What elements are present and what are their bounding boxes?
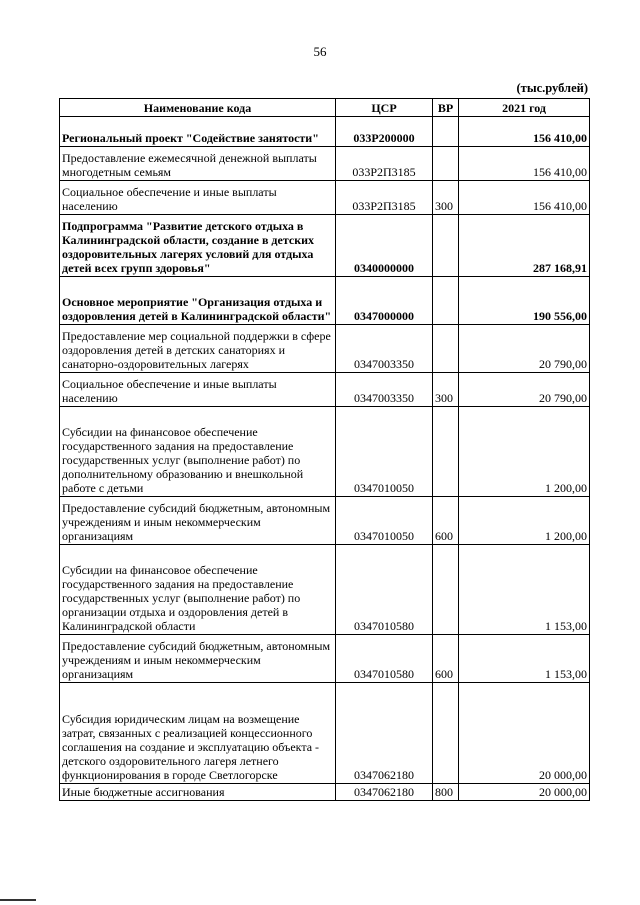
footer-mark (0, 899, 36, 904)
row-vr-cell (433, 545, 459, 635)
header-name: Наименование кода (60, 99, 336, 117)
table-row (60, 147, 590, 181)
row-name-cell: Предоставление субсидий бюджетным, автономным учреждениям и иным некоммерческим организациям (60, 635, 336, 683)
row-amount-cell: 1 200,00 (459, 407, 590, 497)
row-vr-cell (433, 117, 459, 147)
row-csr-cell: 0347000000 (336, 277, 433, 325)
row-csr-cell: 0347010050 (336, 407, 433, 497)
row-name-cell: Иные бюджетные ассигнования (60, 784, 336, 801)
row-name-cell: Основное мероприятие "Организация отдыха и оздоровления детей в Калининградской области" (60, 277, 336, 325)
row-amount-cell: 190 556,00 (459, 277, 590, 325)
row-amount-cell: 156 410,00 (459, 147, 590, 181)
row-amount-cell: 1 153,00 (459, 635, 590, 683)
row-vr-cell (433, 147, 459, 181)
row-amount-cell: 20 000,00 (459, 683, 590, 784)
table-row (60, 325, 590, 373)
row-vr-cell (433, 407, 459, 497)
row-csr-cell: 0347003350 (336, 373, 433, 407)
row-name-cell: Предоставление ежемесячной денежной выплаты многодетным семьям (60, 147, 336, 181)
table-row (60, 784, 590, 801)
row-csr-cell: 0347010050 (336, 497, 433, 545)
row-amount-cell: 20 790,00 (459, 373, 590, 407)
row-name-cell: Субсидия юридическим лицам на возмещение затрат, связанных с реализацией концессионного соглашения на создание и эксплуатацию объекта - детского оздоровительного лагеря летнего функционирования в городе Светлогорске (60, 683, 336, 784)
row-vr-cell (433, 215, 459, 277)
row-csr-cell: 0347010580 (336, 635, 433, 683)
table-row (60, 215, 590, 277)
row-name-cell: Подпрограмма "Развитие детского отдыха в Калининградской области, создание в детских оздоровительных лагерях условий для отдыха детей всех групп здоровья" (60, 215, 336, 277)
row-csr-cell: 0347062180 (336, 784, 433, 801)
table-row (60, 181, 590, 215)
row-csr-cell: 0347003350 (336, 325, 433, 373)
row-name-cell: Субсидии на финансовое обеспечение государственного задания на предоставление государственных услуг (выполнение работ) по организации отдыха и оздоровления детей в Калининградской области (60, 545, 336, 635)
row-amount-cell: 156 410,00 (459, 117, 590, 147)
row-amount-cell: 1 153,00 (459, 545, 590, 635)
table-row (60, 277, 590, 325)
table-row (60, 373, 590, 407)
table-row (60, 683, 590, 784)
header-csr: ЦСР (336, 99, 433, 117)
row-vr-cell (433, 325, 459, 373)
row-name-cell: Предоставление мер социальной поддержки в сфере оздоровления детей в детских санаториях и санаторно-оздоровительных лагерях (60, 325, 336, 373)
row-amount-cell: 1 200,00 (459, 497, 590, 545)
table-row (60, 497, 590, 545)
table-header-row (60, 99, 590, 117)
budget-table (59, 98, 590, 801)
row-vr-cell (433, 277, 459, 325)
row-vr-cell (433, 683, 459, 784)
row-csr-cell: 033P200000 (336, 117, 433, 147)
header-year: 2021 год (459, 99, 590, 117)
row-vr-cell: 800 (433, 784, 459, 801)
row-name-cell: Социальное обеспечение и иные выплаты населению (60, 373, 336, 407)
table-row (60, 635, 590, 683)
row-name-cell: Региональный проект "Содействие занятости" (60, 117, 336, 147)
row-csr-cell: 0347010580 (336, 545, 433, 635)
row-vr-cell: 300 (433, 181, 459, 215)
row-csr-cell: 0340000000 (336, 215, 433, 277)
header-vr: ВР (433, 99, 459, 117)
row-amount-cell: 156 410,00 (459, 181, 590, 215)
row-csr-cell: 0347062180 (336, 683, 433, 784)
row-amount-cell: 20 000,00 (459, 784, 590, 801)
table-row (60, 117, 590, 147)
table-row (60, 545, 590, 635)
table-row (60, 407, 590, 497)
row-vr-cell: 300 (433, 373, 459, 407)
row-name-cell: Предоставление субсидий бюджетным, автономным учреждениям и иным некоммерческим организациям (60, 497, 336, 545)
row-amount-cell: 287 168,91 (459, 215, 590, 277)
row-csr-cell: 033P2П3185 (336, 147, 433, 181)
units-label: (тыс.рублей) (516, 81, 588, 95)
row-amount-cell: 20 790,00 (459, 325, 590, 373)
row-csr-cell: 033P2П3185 (336, 181, 433, 215)
page-number: 56 (313, 44, 327, 59)
row-name-cell: Субсидии на финансовое обеспечение государственного задания на предоставление государственных услуг (выполнение работ) по дополнительному образованию и внешкольной работе с детьми (60, 407, 336, 497)
row-vr-cell: 600 (433, 635, 459, 683)
row-vr-cell: 600 (433, 497, 459, 545)
row-name-cell: Социальное обеспечение и иные выплаты населению (60, 181, 336, 215)
